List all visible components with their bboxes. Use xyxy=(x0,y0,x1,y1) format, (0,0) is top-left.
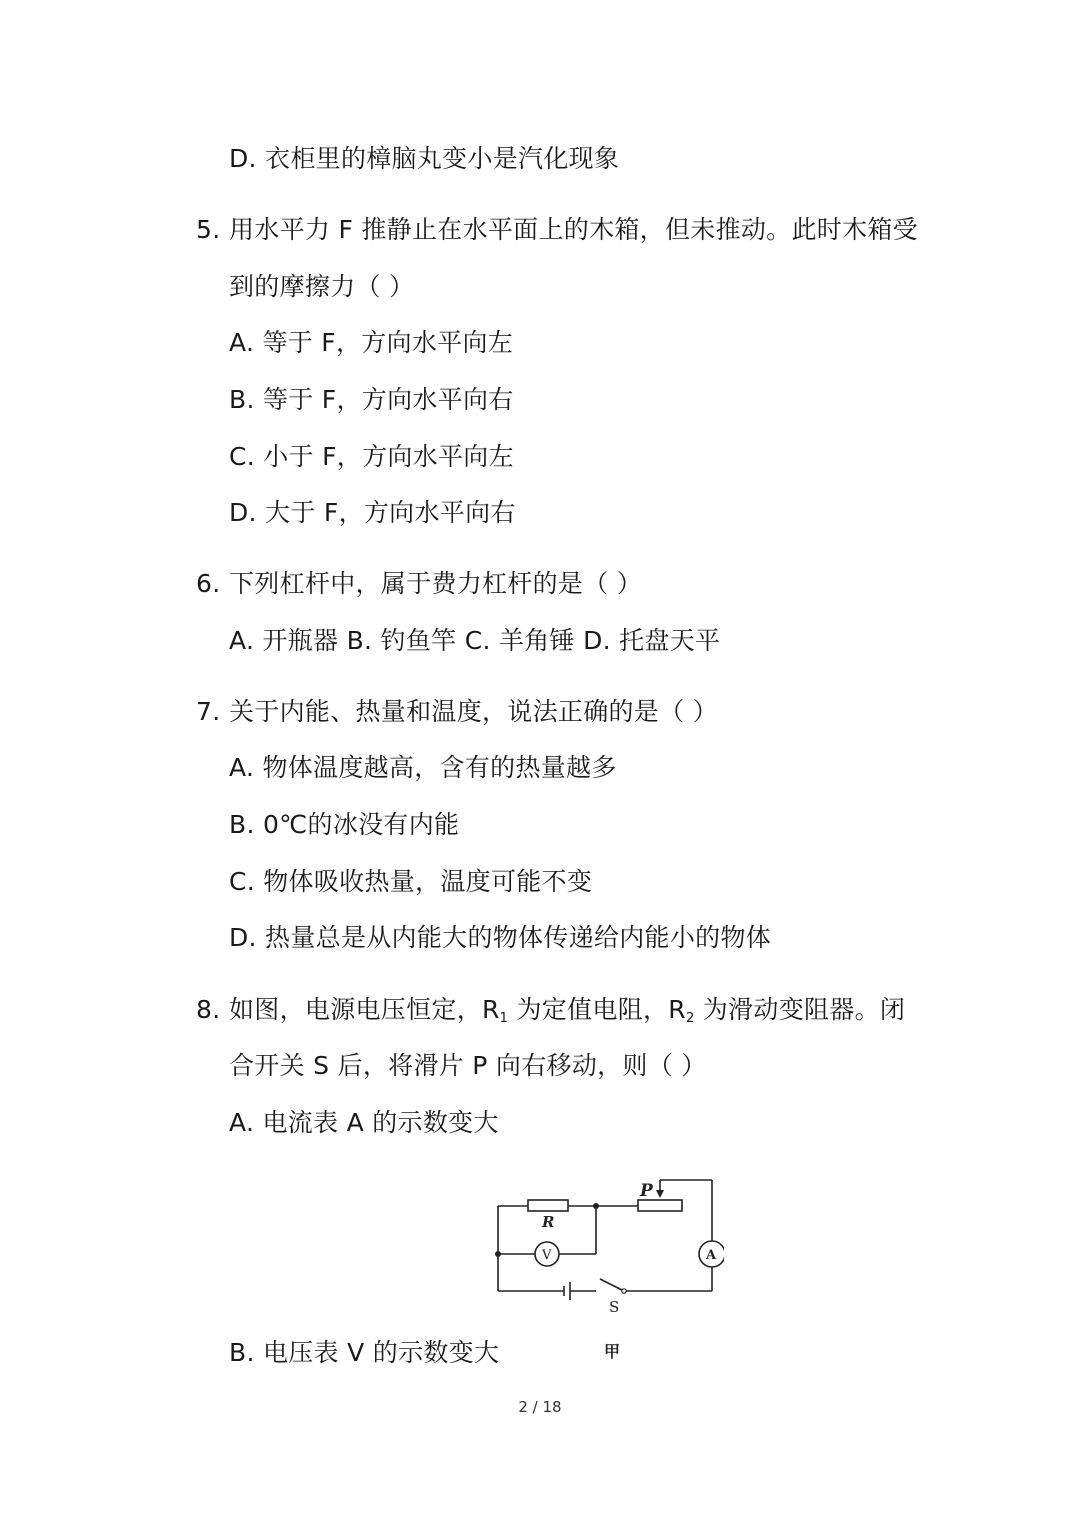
q5-stem-line1: 用水平力 F 推静止在水平面上的木箱，但未推动。此时木箱受 xyxy=(229,215,918,244)
q5-stem-line2: 到的摩擦力（ ） xyxy=(229,272,415,301)
q7-option-c: C. 物体吸收热量，温度可能不变 xyxy=(229,867,593,896)
q5-number: 5. xyxy=(196,215,221,244)
label-r: R xyxy=(542,1213,555,1231)
resistor-r1 xyxy=(528,1200,568,1211)
q6-stem: 下列杠杆中，属于费力杠杆的是（ ） xyxy=(229,569,643,598)
q6-options: A. 开瓶器 B. 钓鱼竿 C. 羊角锤 D. 托盘天平 xyxy=(229,626,721,655)
switch-s xyxy=(600,1279,624,1291)
junction-dot xyxy=(593,1203,599,1209)
q8-option-b: B. 电压表 V 的示数变大 xyxy=(229,1338,500,1367)
q7-option-d: D. 热量总是从内能大的物体传递给内能小的物体 xyxy=(229,923,772,952)
q5-option-a: A. 等于 F，方向水平向左 xyxy=(229,328,514,357)
label-a: A xyxy=(706,1248,717,1263)
figure-caption: 甲 xyxy=(604,1342,621,1361)
q5-option-b: B. 等于 F，方向水平向右 xyxy=(229,385,514,414)
slider-arrow-head xyxy=(656,1190,664,1198)
label-p: P xyxy=(640,1181,653,1201)
q5-option-c: C. 小于 F，方向水平向左 xyxy=(229,442,514,471)
q8-option-a: A. 电流表 A 的示数变大 xyxy=(229,1108,499,1137)
q6-number: 6. xyxy=(196,569,221,598)
q7-option-b: B. 0℃的冰没有内能 xyxy=(229,810,460,839)
q7-number: 7. xyxy=(196,697,221,726)
circuit-diagram xyxy=(492,1170,724,1370)
q8-stem-line1: 如图，电源电压恒定，$R_1$ 为定值电阻，$R_2$ 为滑动变阻器。闭 xyxy=(229,995,906,1026)
rheostat-r2 xyxy=(638,1200,682,1211)
q8-number: 8. xyxy=(196,995,221,1024)
q8-stem-line2: 合开关 S 后，将滑片 P 向右移动，则（ ） xyxy=(229,1051,707,1080)
junction-dot xyxy=(495,1251,501,1257)
q5-option-d: D. 大于 F，方向水平向右 xyxy=(229,498,516,527)
label-v: V xyxy=(542,1248,552,1263)
q7-stem: 关于内能、热量和温度，说法正确的是（ ） xyxy=(229,697,718,726)
switch-contact xyxy=(622,1289,626,1293)
q4-option-d: D. 衣柜里的樟脑丸变小是汽化现象 xyxy=(229,144,620,173)
label-s: S xyxy=(609,1298,620,1316)
page-number: 2 / 18 xyxy=(518,1398,562,1416)
q7-option-a: A. 物体温度越高，含有的热量越多 xyxy=(229,753,617,782)
